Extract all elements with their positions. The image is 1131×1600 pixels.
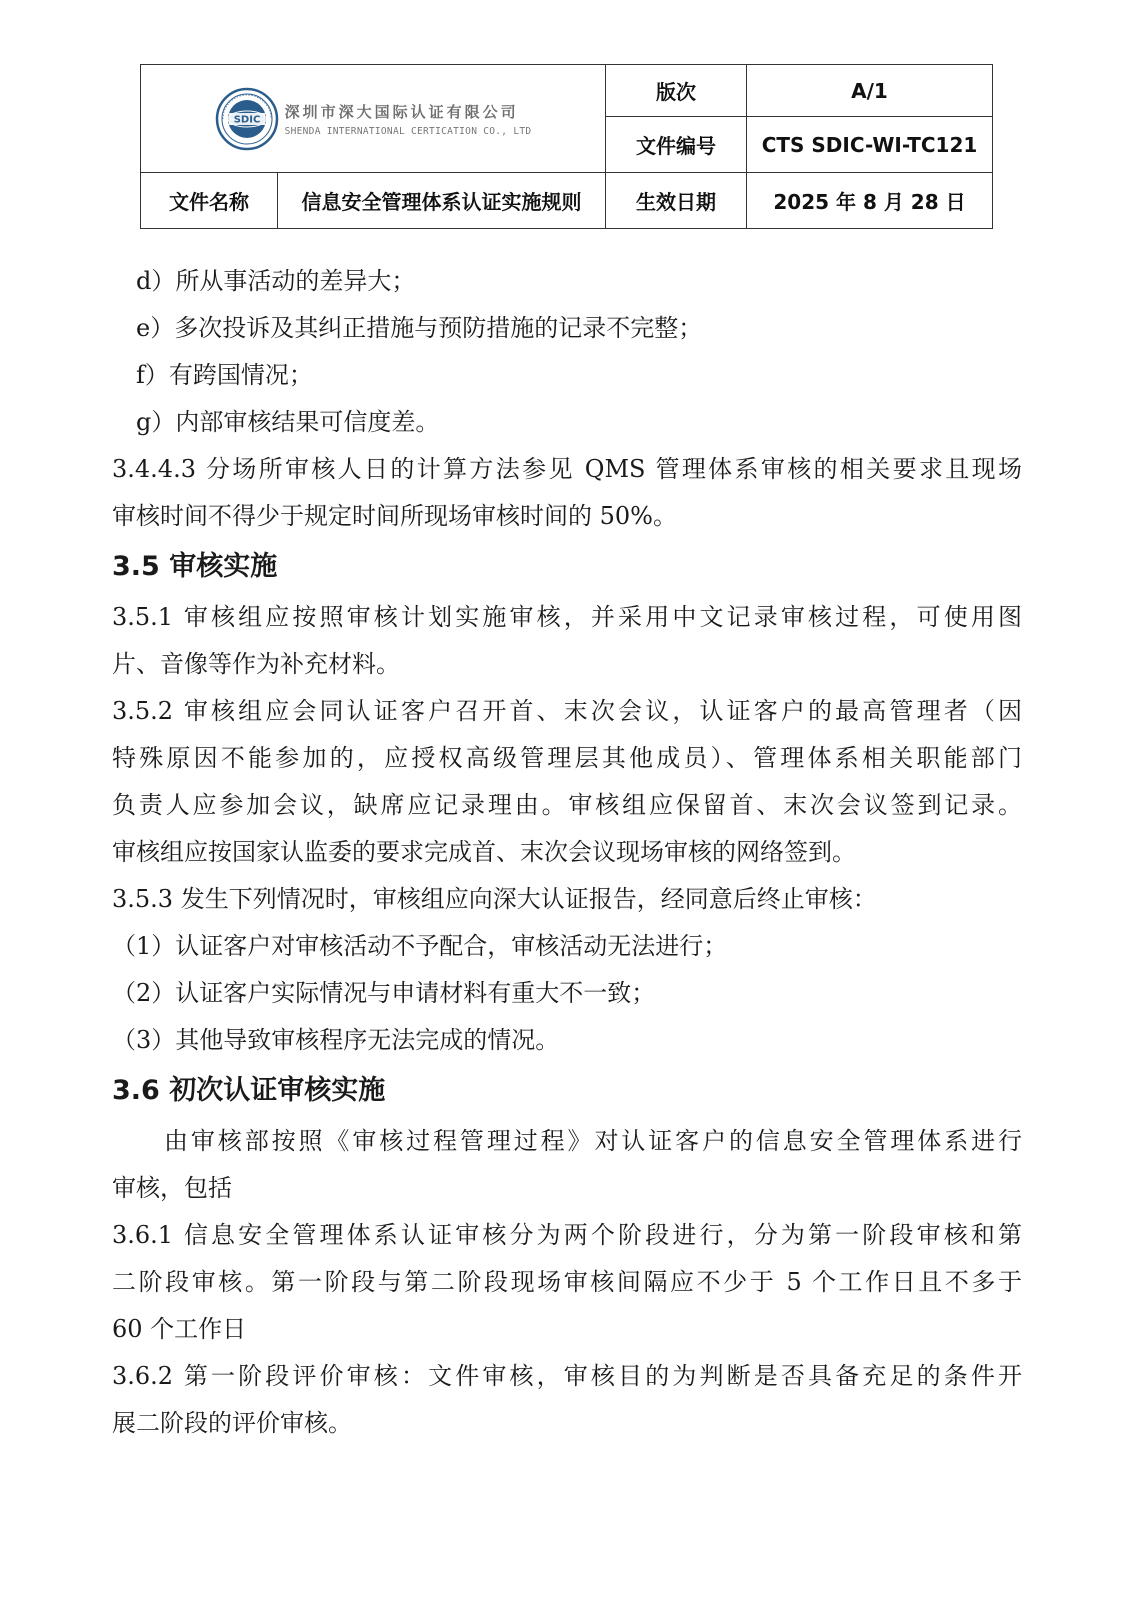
version-label: 版次 (606, 65, 747, 117)
paragraph-361-line: 3.6.1 信息安全管理体系认证审核分为两个阶段进行，分为第一阶段审核和第 (112, 1221, 1022, 1249)
version-value: A/1 (747, 65, 993, 117)
document-number-label: 文件编号 (606, 117, 747, 173)
list-item: g）内部审核结果可信度差。 (136, 408, 440, 436)
paragraph-36-line: 由审核部按照《审核过程管理过程》对认证客户的信息安全管理体系进行 (164, 1127, 1022, 1155)
paragraph-353: 3.5.3 发生下列情况时，审核组应向深大认证报告，经同意后终止审核： (112, 885, 877, 913)
company-name-cn: 深圳市深大国际认证有限公司 (284, 102, 519, 121)
paragraph-36-line: 审核，包括 (112, 1174, 232, 1202)
company-seal-icon (215, 87, 279, 151)
paragraph-352-line: 审核组应按国家认监委的要求完成首、末次会议现场审核的网络签到。 (112, 838, 856, 866)
document-number-value: CTS SDIC-WI-TC121 (747, 117, 993, 173)
list-item: （1）认证客户对审核活动不予配合，审核活动无法进行； (112, 932, 728, 960)
effective-date-label: 生效日期 (606, 173, 747, 229)
effective-date-value: 2025 年 8 月 28 日 (747, 173, 993, 229)
list-item: d）所从事活动的差异大； (136, 267, 416, 295)
list-item: （2）认证客户实际情况与申请材料有重大不一致； (112, 979, 656, 1007)
paragraph-3443-line: 3.4.4.3 分场所审核人日的计算方法参见 QMS 管理体系审核的相关要求且现场 (112, 455, 1022, 483)
paragraph-352-line: 3.5.2 审核组应会同认证客户召开首、末次会议，认证客户的最高管理者（因 (112, 697, 1022, 725)
document-body (112, 258, 1022, 1447)
paragraph-352-line: 特殊原因不能参加的，应授权高级管理层其他成员）、管理体系相关职能部门 (112, 744, 1022, 772)
paragraph-351-line: 3.5.1 审核组应按照审核计划实施审核，并采用中文记录审核过程，可使用图 (112, 603, 1022, 631)
paragraph-361-line: 60 个工作日 (112, 1315, 247, 1343)
paragraph-3443-line: 审核时间不得少于规定时间所现场审核时间的 50%。 (112, 502, 677, 530)
paragraph-362-line: 展二阶段的评价审核。 (112, 1409, 352, 1437)
paragraph-361-line: 二阶段审核。第一阶段与第二阶段现场审核间隔应不少于 5 个工作日且不多于 (112, 1268, 1022, 1296)
section-heading-3-6: 3.6 初次认证审核实施 (112, 1075, 386, 1106)
list-item: f）有跨国情况； (136, 361, 313, 389)
list-item: （3）其他导致审核程序无法完成的情况。 (112, 1026, 560, 1054)
company-logo-cell (141, 65, 606, 173)
paragraph-362-line: 3.6.2 第一阶段评价审核：文件审核，审核目的为判断是否具备充足的条件开 (112, 1362, 1022, 1390)
section-heading-3-5: 3.5 审核实施 (112, 551, 278, 582)
list-item: e）多次投诉及其纠正措施与预防措施的记录不完整； (136, 314, 703, 342)
paragraph-352-line: 负责人应参加会议，缺席应记录理由。审核组应保留首、末次会议签到记录。 (112, 791, 1022, 819)
svg-text:SDIC: SDIC (233, 114, 260, 125)
document-name-label: 文件名称 (141, 173, 278, 229)
company-name-en: SHENDA INTERNATIONAL CERTICATION CO., LTD (284, 125, 532, 137)
paragraph-351-line: 片、音像等作为补充材料。 (112, 650, 400, 678)
document-header-table (140, 64, 993, 229)
document-name-value: 信息安全管理体系认证实施规则 (278, 173, 606, 229)
